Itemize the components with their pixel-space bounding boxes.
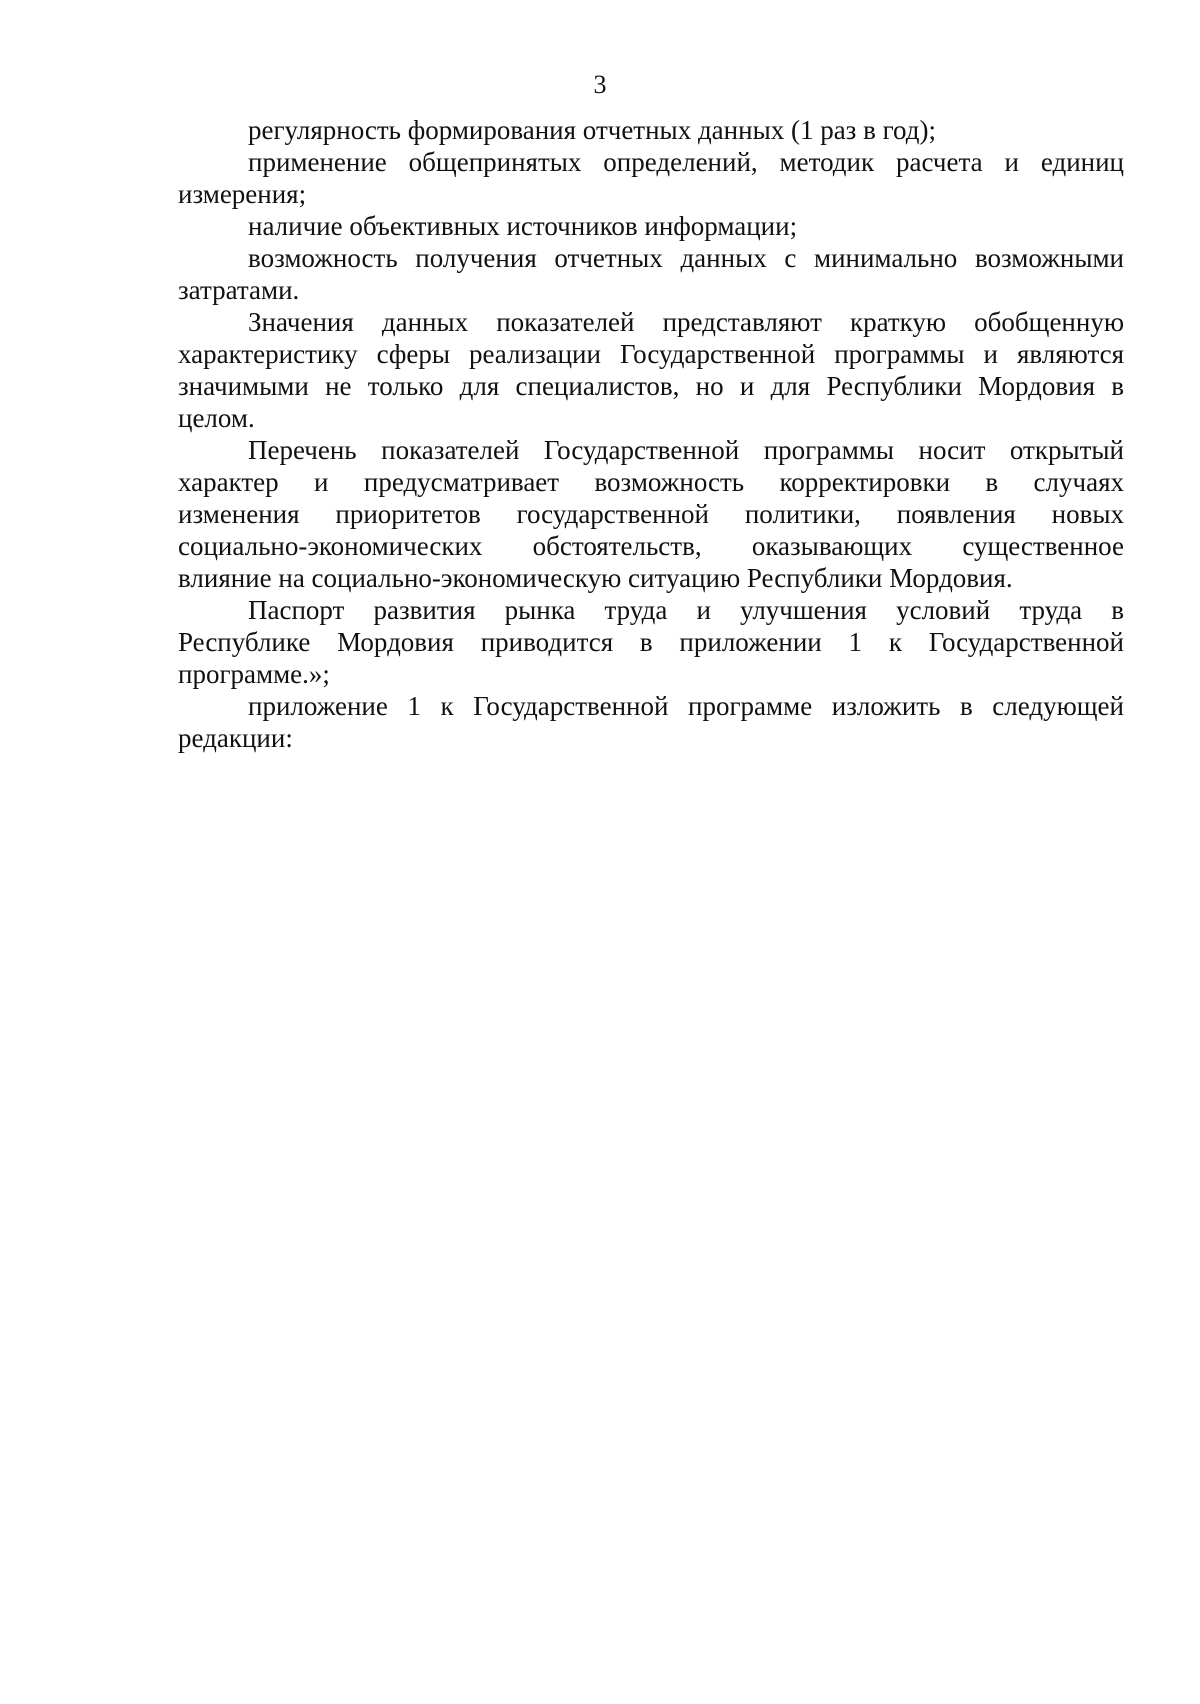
text-line: регулярность формирования отчетных данных (1 раз в год); (248, 115, 936, 145)
document-body (178, 114, 1124, 754)
paragraph-minimal-costs (178, 242, 1124, 306)
text-line: характер и предусматривает возможность корректировки в случаях (178, 467, 1124, 497)
text-line: Паспорт развития рынка труда и улучшения условий труда в (248, 595, 1124, 625)
page-number: 3 (593, 70, 607, 99)
text-line: измерения; (178, 179, 307, 209)
text-line: социально-экономических обстоятельств, оказывающих существенное (178, 531, 1124, 561)
text-line: наличие объективных источников информации; (248, 211, 798, 241)
paragraph-passport (178, 594, 1124, 690)
text-line: применение общепринятых определений, методик расчета и единиц (248, 147, 1124, 177)
text-line: Республике Мордовия приводится в приложении 1 к Государственной (178, 627, 1124, 657)
text-line: целом. (178, 403, 255, 433)
text-line: влияние на социально-экономическую ситуацию Республики Мордовия. (178, 563, 1013, 593)
text-line: программе.»; (178, 659, 330, 689)
paragraph-indicator-list (178, 434, 1124, 594)
text-line: возможность получения отчетных данных с минимально возможными (248, 243, 1124, 273)
paragraph-sources (178, 210, 1124, 242)
text-line: приложение 1 к Государственной программе изложить в следующей (248, 691, 1124, 721)
text-line: характеристику сферы реализации Государственной программы и являются (178, 339, 1124, 369)
text-line: Значения данных показателей представляют краткую обобщенную (248, 307, 1124, 337)
paragraph-indicator-values (178, 306, 1124, 434)
paragraph-reporting-regularity (178, 114, 1124, 146)
paragraph-definitions (178, 146, 1124, 210)
paragraph-appendix (178, 690, 1124, 754)
text-line: изменения приоритетов государственной политики, появления новых (178, 499, 1124, 529)
text-line: значимыми не только для специалистов, но и для Республики Мордовия в (178, 371, 1124, 401)
text-line: Перечень показателей Государственной программы носит открытый (248, 435, 1124, 465)
text-line: затратами. (178, 275, 300, 305)
text-line: редакции: (178, 723, 293, 753)
